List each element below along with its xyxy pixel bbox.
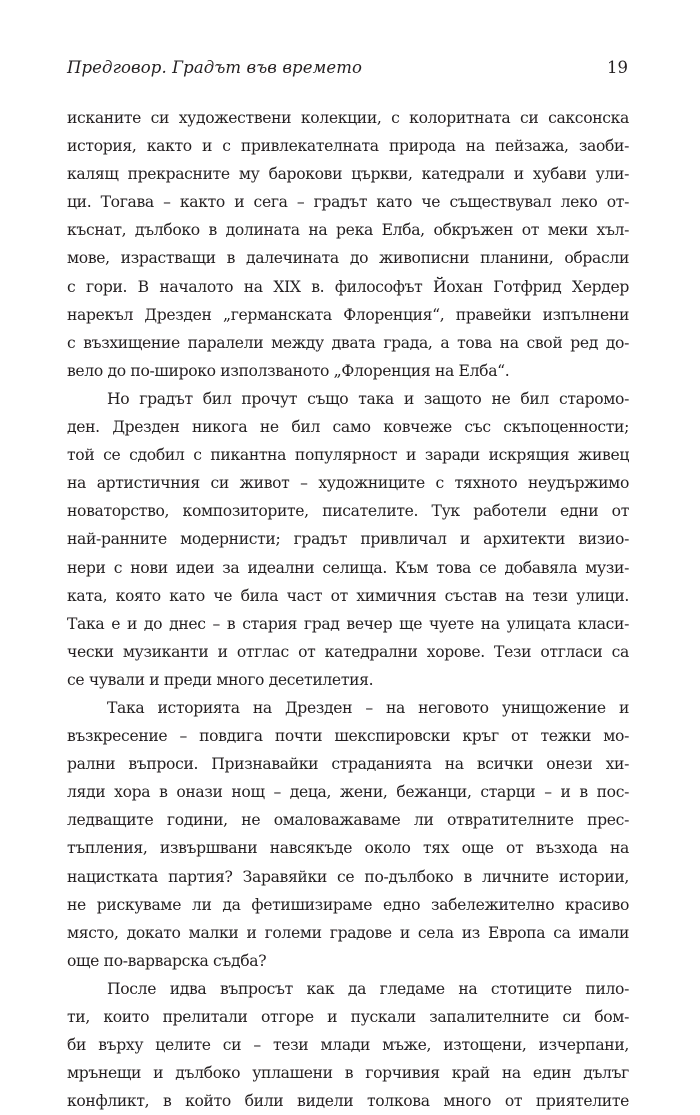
text-line: възкресение – повдига почти шекспировски кръг от тежки мо- [67, 727, 629, 746]
text-line: ледващите години, не омаловажаваме ли отвратителните прес- [67, 811, 629, 830]
text-line: ляди хора в онази нощ – деца, жени, бежанци, старци – и в пос- [67, 783, 629, 802]
text-line: с възхищение паралели между двата града, а това на свой ред до- [67, 333, 629, 352]
text-line: Така историята на Дрезден – на неговото унищожение и [107, 698, 629, 717]
text-line: вело до по-широко използваното „Флоренция на Елба“. [67, 361, 510, 380]
text-line: Така е и до днес – в стария град вечер ще чуете на улицата класи- [67, 614, 629, 633]
text-line: мове, израстващи в далечината до живописни планини, обрасли [67, 249, 629, 268]
text-line: най-ранните модернисти; градът привличал и архитекти визио- [67, 530, 629, 549]
text-line: нери с нови идеи за идеални селища. Към това се добавяла музи- [67, 558, 629, 577]
paragraph [67, 385, 629, 694]
text-line: история, както и с привлекателната природа на пейзажа, заоби- [67, 137, 629, 156]
paragraph [67, 694, 629, 975]
text-line: с гори. В началото на XIX в. философът Йохан Готфрид Хердер [67, 277, 629, 296]
text-line: още по-варварска съдба? [67, 951, 267, 970]
running-header [67, 58, 628, 88]
text-line: калящ прекрасните му барокови църкви, катедрали и хубави ули- [67, 165, 629, 184]
text-line: ци. Тогава – както и сега – градът като че съществувал леко от- [67, 193, 629, 212]
body-text [67, 104, 629, 1115]
running-title: Предговор. Градът във времето [67, 58, 363, 77]
text-line: чески музиканти и отглас от катедрални хорове. Тези отгласи са [67, 642, 629, 661]
paragraph [67, 104, 629, 385]
text-line: къснат, дълбоко в долината на река Елба, обкръжен от меки хъл- [67, 221, 629, 240]
text-line: се чували и преди много десетилетия. [67, 670, 374, 689]
text-line: би върху целите си – тези млади мъже, изтощени, изчерпани, [67, 1036, 629, 1055]
text-line: на артистичния си живот – художниците с тяхното неудържимо [67, 474, 629, 493]
text-line: рални въпроси. Признавайки страданията на всички онези хи- [67, 755, 629, 774]
text-line: ти, които прелитали отгоре и пускали запалителните си бом- [67, 1008, 629, 1026]
text-line: ката, която като че била част от химичния състав на тези улици. [67, 586, 629, 605]
text-line: Но градът бил прочут също така и защото не бил старомо- [107, 389, 629, 408]
text-line: място, докато малки и големи градове и села из Европа са имали [67, 923, 629, 942]
text-line: конфликт, в който били видели толкова много от приятелите [67, 1092, 629, 1111]
text-line: мрънещи и дълбоко уплашени в горчивия край на един дълъг [67, 1064, 629, 1083]
text-line: исканите си художествени колекции, с колоритната си саксонска [67, 109, 629, 127]
text-line: ден. Дрезден никога не бил само ковчеже със скъпоценности; [67, 418, 629, 437]
text-line: тъпления, извършвани навсякъде около тях още от възхода на [67, 839, 629, 858]
text-line: нарекъл Дрезден „германската Флоренция“, правейки изпълнени [67, 305, 629, 324]
text-line: После идва въпросът как да гледаме на стотиците пило- [107, 979, 629, 998]
page-number: 19 [607, 58, 628, 77]
text-line: новаторство, композиторите, писателите. Тук работели едни от [67, 502, 629, 521]
text-line: той се сдобил с пикантна популярност и заради искрящия живец [67, 446, 629, 465]
text-line: нацистката партия? Заравяйки се по-дълбоко в личните истории, [67, 867, 629, 886]
paragraph [67, 975, 629, 1115]
text-line: не рискуваме ли да фетишизираме едно забележително красиво [67, 895, 629, 914]
